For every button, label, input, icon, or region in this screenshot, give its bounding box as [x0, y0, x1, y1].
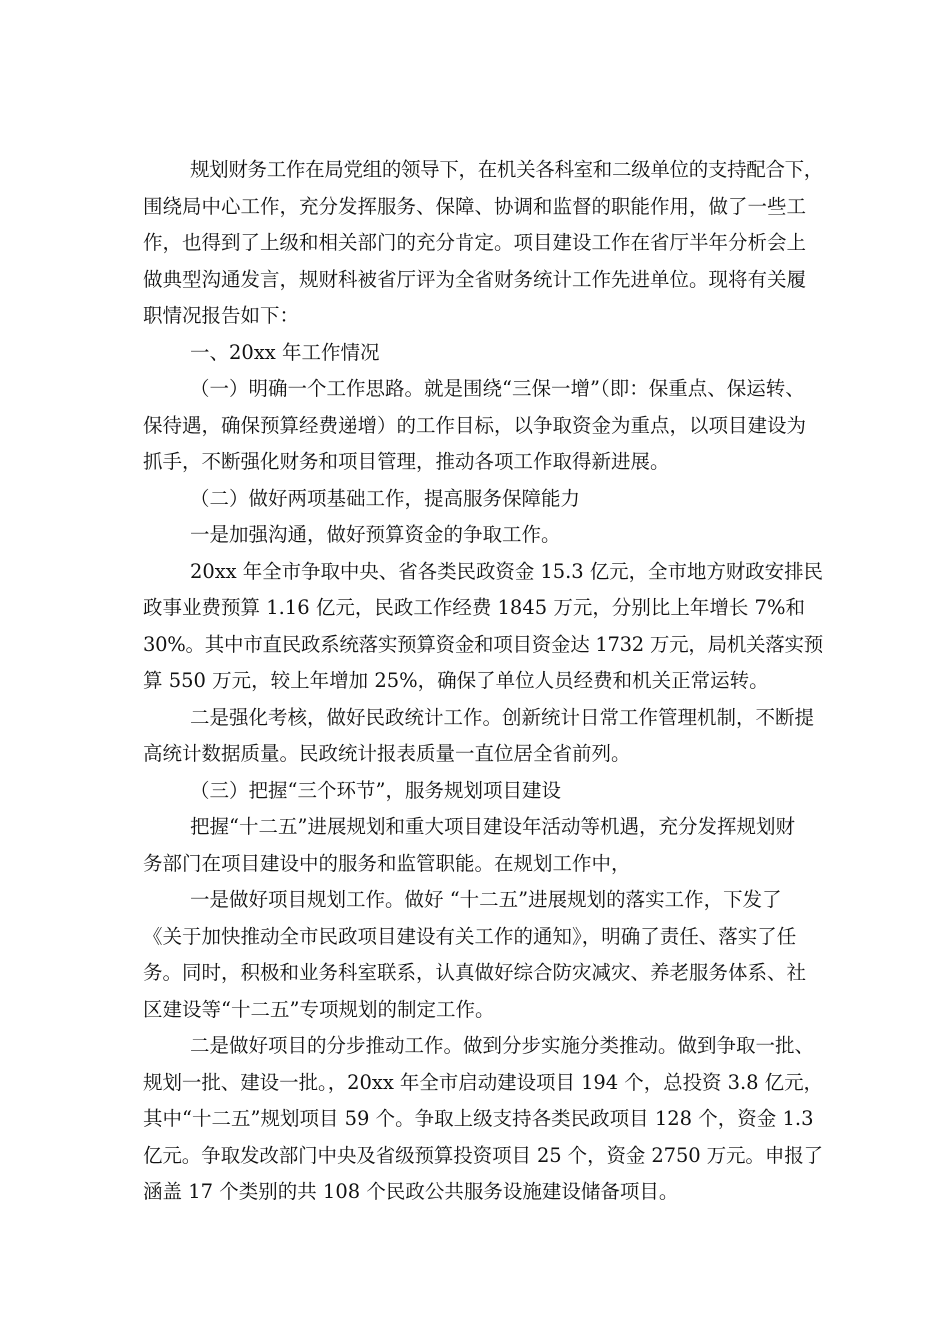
- document-body: [143, 152, 823, 1211]
- text-line: 高统计数据质量。民政统计报表质量一直位居全省前列。: [143, 742, 631, 765]
- text-line: （二）做好两项基础工作，提高服务保障能力: [190, 486, 581, 510]
- text-line: 务部门在项目建设中的服务和监管职能。在规划工作中，: [143, 851, 631, 875]
- text-line: 二是强化考核，做好民政统计工作。创新统计日常工作管理机制，不断提: [190, 705, 815, 729]
- text-line: （三）把握“三个环节”，服务规划项目建设: [190, 778, 561, 802]
- text-line: 其中“十二五”规划项目 59 个。争取上级支持各类民政项目 128 个，资金 1.3: [143, 1107, 814, 1130]
- text-line: 保待遇，确保预算经费递增）的工作目标，以争取资金为重点，以项目建设为: [143, 413, 807, 437]
- text-line: 规划一批、建设一批。，20xx 年全市启动建设项目 194 个，总投资 3.8 亿元，: [143, 1070, 823, 1094]
- text-line: 规划财务工作在局党组的领导下，在机关各科室和二级单位的支持配合下，: [190, 158, 823, 181]
- text-line: 二是做好项目的分步推动工作。做到分步实施分类推动。做到争取一批、: [190, 1034, 815, 1057]
- text-line: 围绕局中心工作，充分发挥服务、保障、协调和监督的职能作用，做了一些工: [143, 194, 807, 218]
- text-line: 职情况报告如下：: [143, 304, 300, 327]
- text-line: 抓手，不断强化财务和项目管理，推动各项工作取得新进展。: [143, 450, 670, 473]
- text-line: 算 550 万元，较上年增加 25%，确保了单位人员经费和机关正常运转。: [143, 669, 769, 692]
- text-line: 涵盖 17 个类别的共 108 个民政公共服务设施建设储备项目。: [143, 1180, 679, 1203]
- text-line: 政事业费预算 1.16 亿元，民政工作经费 1845 万元，分别比上年增长 7%和: [143, 596, 805, 619]
- text-line: 一是加强沟通，做好预算资金的争取工作。: [190, 523, 561, 546]
- text-line: 做典型沟通发言，规财科被省厅评为全省财务统计工作先进单位。现将有关履: [143, 267, 807, 291]
- text-line: 20xx 年全市争取中央、省各类民政资金 15.3 亿元，全市地方财政安排民: [190, 559, 823, 583]
- text-line: 一、20xx 年工作情况: [190, 340, 380, 364]
- text-line: 作，也得到了上级和相关部门的充分肯定。项目建设工作在省厅半年分析会上: [143, 231, 807, 254]
- text-line: 《关于加快推动全市民政项目建设有关工作的通知》，明确了责任、落实了任: [143, 924, 797, 948]
- text-line: 30%。其中市直民政系统落实预算资金和项目资金达 1732 万元，局机关落实预: [143, 632, 823, 656]
- text-line: 区建设等“十二五”专项规划的制定工作。: [143, 997, 495, 1021]
- text-line: 一是做好项目规划工作。做好 “十二五”进展规划的落实工作，下发了: [190, 888, 782, 911]
- text-line: （一）明确一个工作思路。就是围绕“三保一增”（即：保重点、保运转、: [190, 377, 805, 400]
- text-line: 亿元。争取发改部门中央及省级预算投资项目 25 个，资金 2750 万元。申报了: [143, 1143, 823, 1167]
- text-line: 把握“十二五”进展规划和重大项目建设年活动等机遇，充分发挥规划财: [190, 815, 795, 838]
- text-line: 务。同时，积极和业务科室联系，认真做好综合防灾减灾、养老服务体系、社: [143, 961, 807, 984]
